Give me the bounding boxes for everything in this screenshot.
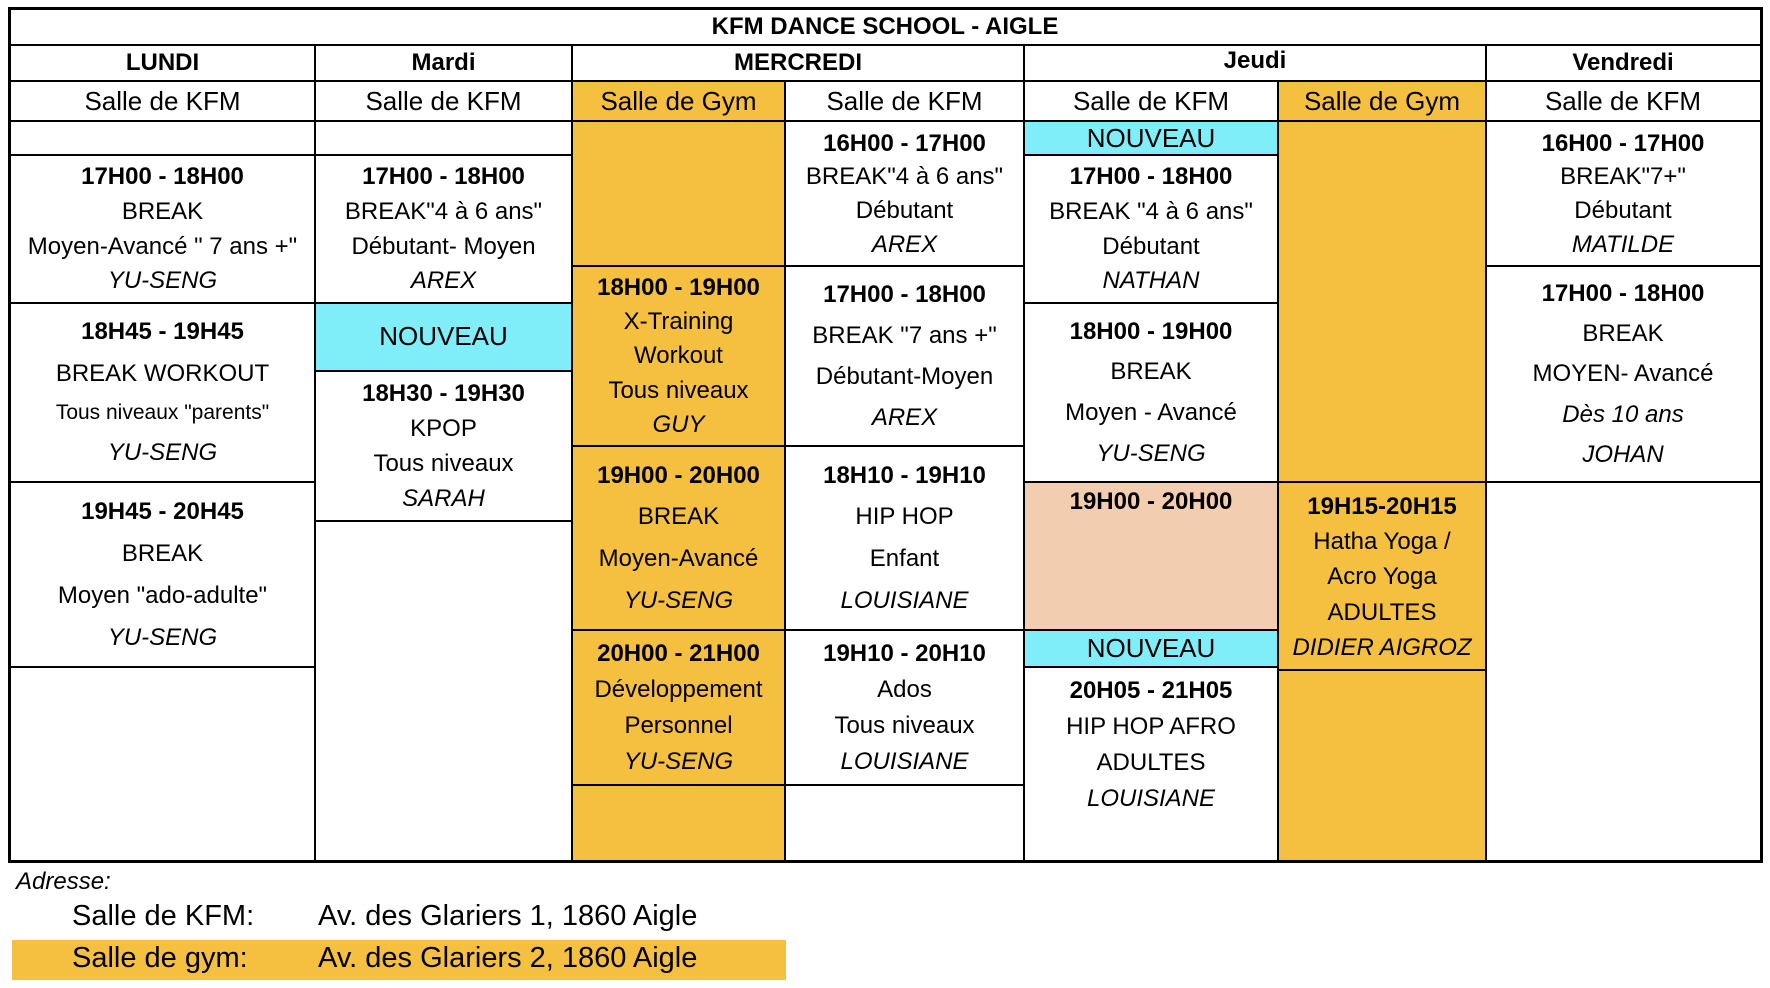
- day-header-mardi: Mardi: [411, 49, 476, 77]
- class-time: 16H00 - 17H00: [1541, 129, 1705, 157]
- class-style: BREAK"4 à 6 ans": [344, 198, 543, 226]
- class-teacher: DIDIER AIGROZ: [1292, 633, 1472, 661]
- class-teacher: LOUISIANE: [840, 587, 969, 615]
- class-style: BREAK: [121, 539, 204, 567]
- class-style: BREAK: [1582, 320, 1664, 348]
- room-header-kfm: Salle de KFM: [84, 85, 241, 116]
- class-time: 18H10 - 19H10: [823, 461, 986, 489]
- day-header-jeudi: Jeudi: [1223, 47, 1287, 75]
- class-style: BREAK WORKOUT: [55, 359, 270, 387]
- class-teacher: YU-SENG: [107, 267, 218, 295]
- class-time: 18H30 - 19H30: [362, 379, 525, 407]
- class-style: Développement: [594, 675, 763, 703]
- class-time: 19H45 - 20H45: [81, 497, 244, 525]
- class-teacher: SARAH: [402, 484, 485, 512]
- class-teacher: YU-SENG: [623, 747, 734, 775]
- day-header-vendredi: Vendredi: [1572, 49, 1674, 77]
- day-header-mercredi: MERCREDI: [733, 49, 862, 77]
- class-style: BREAK: [1110, 358, 1192, 386]
- class-level: Tous niveaux: [373, 449, 514, 477]
- class-teacher: AREX: [871, 403, 938, 431]
- address-room-name: Salle de KFM:: [72, 900, 255, 932]
- nouveau-badge: NOUVEAU: [1086, 122, 1216, 153]
- class-time: 17H00 - 18H00: [362, 163, 525, 191]
- class-time: 18H00 - 19H00: [597, 273, 760, 301]
- nouveau-badge: NOUVEAU: [379, 321, 508, 352]
- class-style: BREAK: [637, 503, 720, 531]
- class-level: Débutant- Moyen: [351, 232, 536, 260]
- class-time: 16H00 - 17H00: [823, 129, 986, 157]
- class-style: BREAK"4 à 6 ans": [805, 163, 1004, 191]
- class-time: 18H00 - 19H00: [1069, 317, 1233, 345]
- class-style: Hatha Yoga /: [1313, 528, 1451, 556]
- class-teacher: GUY: [652, 410, 705, 438]
- class-level: Tous niveaux: [608, 376, 749, 404]
- class-teacher: AREX: [871, 231, 938, 259]
- class-teacher: MATILDE: [1571, 231, 1675, 259]
- class-time: 18H45 - 19H45: [81, 318, 244, 346]
- class-time: 17H00 - 18H00: [823, 280, 986, 308]
- room-header-kfm: Salle de KFM: [1544, 85, 1702, 116]
- class-level: Débutant-Moyen: [815, 362, 994, 390]
- room-header-gym: Salle de Gym: [1303, 85, 1461, 116]
- class-time: 19H00 - 20H00: [597, 461, 760, 489]
- address-row-kfm: [12, 898, 786, 938]
- address-value: Av. des Glariers 1, 1860 Aigle: [318, 900, 698, 932]
- class-style: BREAK: [121, 198, 204, 226]
- class-style: BREAK"7+": [1560, 163, 1686, 191]
- room-header-kfm: Salle de KFM: [826, 85, 983, 116]
- address-room-name: Salle de gym:: [72, 942, 248, 974]
- class-time: 17H00 - 18H00: [81, 163, 244, 191]
- class-style: Workout: [634, 342, 723, 370]
- class-style: BREAK "7 ans +": [812, 321, 997, 349]
- class-level: Moyen "ado-adulte": [57, 581, 268, 609]
- class-time: 17H00 - 18H00: [1069, 163, 1233, 191]
- class-teacher: NATHAN: [1102, 267, 1200, 295]
- class-style: Ados: [877, 675, 932, 703]
- class-style: HIP HOP AFRO: [1066, 712, 1236, 740]
- class-level: Débutant: [1102, 232, 1200, 260]
- class-level: Tous niveaux "parents": [55, 401, 270, 425]
- room-header-kfm: Salle de KFM: [1072, 85, 1230, 116]
- class-teacher: YU-SENG: [107, 439, 218, 467]
- class-level: Débutant: [855, 197, 954, 225]
- class-time: 20H00 - 21H00: [597, 639, 760, 667]
- class-level: Débutant: [1574, 197, 1672, 225]
- class-teacher: LOUISIANE: [1086, 784, 1216, 812]
- room-header-gym: Salle de Gym: [600, 85, 757, 116]
- class-teacher: YU-SENG: [623, 587, 734, 615]
- address-label: Adresse:: [16, 868, 111, 895]
- class-style: BREAK "4 à 6 ans": [1049, 198, 1253, 226]
- class-time: 19H15-20H15: [1307, 492, 1457, 520]
- class-style: HIP HOP: [855, 503, 954, 531]
- class-level: Moyen-Avancé " 7 ans +": [27, 232, 298, 260]
- class-teacher: JOHAN: [1582, 440, 1664, 468]
- address-section: [0, 868, 1770, 988]
- class-age: Dès 10 ans: [1562, 400, 1684, 428]
- class-level: MOYEN- Avancé: [1532, 360, 1714, 388]
- class-level: ADULTES: [1327, 598, 1437, 626]
- class-teacher: AREX: [410, 267, 477, 295]
- class-style: X-Training: [623, 308, 734, 336]
- class-teacher: YU-SENG: [107, 623, 218, 651]
- class-time: 19H10 - 20H10: [823, 639, 986, 667]
- class-time: 19H00 - 20H00: [1069, 488, 1233, 516]
- address-value: Av. des Glariers 2, 1860 Aigle: [318, 942, 698, 974]
- class-style: Acro Yoga: [1327, 563, 1437, 591]
- address-row-gym: [12, 940, 786, 980]
- nouveau-badge: NOUVEAU: [1086, 632, 1216, 663]
- room-header-kfm: Salle de KFM: [365, 85, 522, 116]
- page-title: KFM DANCE SCHOOL - AIGLE: [711, 13, 1059, 41]
- class-level: Moyen - Avancé: [1065, 399, 1237, 427]
- table-frame: [8, 7, 1763, 863]
- day-header-lundi: LUNDI: [125, 49, 200, 77]
- class-level: ADULTES: [1096, 748, 1206, 776]
- class-level: Enfant: [869, 545, 940, 573]
- class-teacher: LOUISIANE: [840, 747, 969, 775]
- class-time: 17H00 - 18H00: [1541, 279, 1705, 307]
- class-level: Tous niveaux: [834, 711, 975, 739]
- class-teacher: YU-SENG: [1096, 440, 1206, 468]
- class-time: 20H05 - 21H05: [1069, 676, 1233, 704]
- class-level: Moyen-Avancé: [598, 545, 759, 573]
- class-level: Personnel: [624, 711, 733, 739]
- class-style: KPOP: [410, 414, 477, 442]
